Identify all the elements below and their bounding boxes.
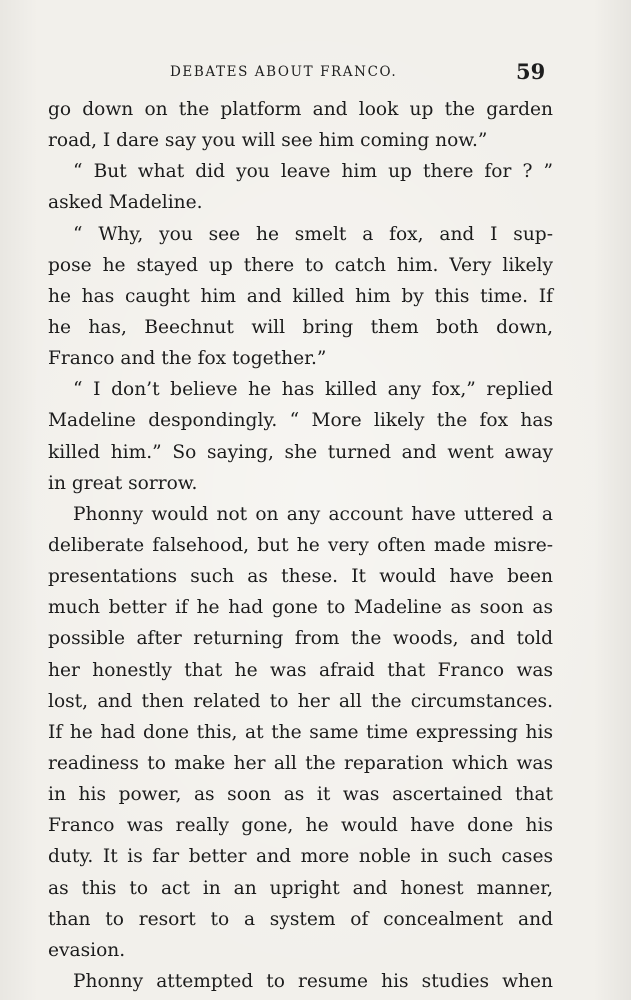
- text-line: in great sorrow.: [48, 472, 198, 494]
- text-line: If he had done this, at the same time expressing his: [48, 721, 553, 743]
- running-head: DEBATES ABOUT FRANCO.: [170, 64, 398, 80]
- text-line: lost, and then related to her all the circumstances.: [48, 690, 553, 712]
- text-line: “ I don’t believe he has killed any fox,” replied: [73, 379, 553, 401]
- text-line: “ But what did you leave him up there for ? ”: [73, 161, 553, 183]
- text-line: duty. It is far better and more noble in such cases: [48, 846, 553, 868]
- text-line: in his power, as soon as it was ascertained that: [48, 784, 553, 806]
- text-line: Phonny attempted to resume his studies when: [73, 970, 553, 992]
- text-line: presentations such as these. It would have been: [48, 566, 553, 588]
- text-line: he has caught him and killed him by this time. If: [48, 285, 553, 307]
- text-line: Franco was really gone, he would have done his: [48, 815, 553, 837]
- text-line: than to resort to a system of concealment and: [48, 908, 553, 930]
- text-line: pose he stayed up there to catch him. Very likely: [48, 254, 553, 276]
- text-line: Franco and the fox together.”: [48, 348, 327, 370]
- text-line: as this to act in an upright and honest manner,: [48, 877, 553, 899]
- text-line: asked Madeline.: [48, 192, 203, 214]
- text-line: go down on the platform and look up the garden: [48, 99, 553, 120]
- text-line: readiness to make her all the reparation which was: [48, 752, 553, 774]
- text-line: Madeline despondingly. “ More likely the fox has: [48, 410, 553, 432]
- page-number: 59: [516, 59, 546, 84]
- text-line: deliberate falsehood, but he very often made misre-: [48, 534, 553, 556]
- text-line: evasion.: [48, 939, 126, 961]
- text-line: he has, Beechnut will bring them both down,: [48, 316, 553, 338]
- text-line: possible after returning from the woods, and told: [48, 628, 553, 650]
- text-line: her honestly that he was afraid that Franco was: [48, 659, 553, 681]
- text-line: killed him.” So saying, she turned and went away: [48, 441, 553, 463]
- text-line: “ Why, you see he smelt a fox, and I sup-: [73, 223, 553, 245]
- text-line: road, I dare say you will see him coming now.”: [48, 130, 488, 152]
- page-header: [0, 60, 631, 88]
- text-line: Phonny would not on any account have uttered a: [73, 503, 553, 525]
- body-text: [48, 94, 553, 997]
- text-line: much better if he had gone to Madeline as soon as: [48, 597, 553, 619]
